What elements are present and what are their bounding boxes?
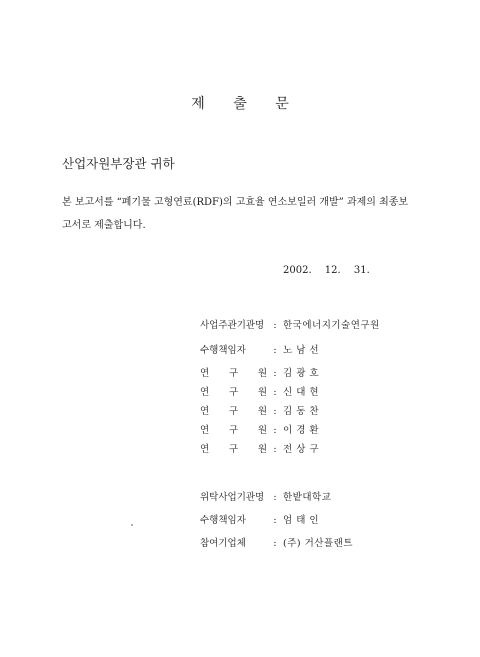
- lead-organization-roles: [200, 317, 380, 460]
- statement-line-1: 본 보고서를 “폐기물 고형연료(RDF)의 고효율 연소보일러 개발” 과제의 최종보: [62, 197, 409, 208]
- role-row: [200, 422, 380, 441]
- role-row: [200, 365, 380, 384]
- role-separator: :: [273, 320, 277, 331]
- scan-speck: [131, 524, 133, 526]
- role-separator: :: [273, 368, 277, 379]
- role-label: 연 구 원: [200, 425, 267, 436]
- role-value: 엄 태 인: [283, 515, 320, 526]
- role-separator: :: [273, 425, 277, 436]
- role-separator: :: [273, 492, 277, 503]
- statement-line-2: 고서로 제출합니다.: [62, 220, 146, 231]
- document-title: 제 출 문: [191, 96, 289, 112]
- role-label: 참여기업체: [200, 538, 246, 549]
- role-label: 수행책임자: [200, 345, 246, 356]
- role-value: 노 남 선: [283, 345, 320, 356]
- role-row: [200, 342, 380, 361]
- role-value: (주) 거산플랜트: [283, 538, 353, 549]
- role-separator: :: [273, 515, 277, 526]
- role-value: 김 광 호: [283, 368, 320, 379]
- role-row: [200, 441, 380, 460]
- role-label: 사업주관기관명: [200, 320, 265, 331]
- role-separator: :: [273, 444, 277, 455]
- recipient-line: 산업자원부장관 귀하: [62, 156, 175, 171]
- partner-organization-roles: [200, 489, 353, 558]
- role-row: [200, 512, 353, 531]
- role-separator: :: [273, 538, 277, 549]
- role-row: [200, 317, 380, 336]
- role-value: 신 대 현: [283, 387, 320, 398]
- role-value: 전 상 구: [283, 444, 320, 455]
- submission-statement: [62, 191, 434, 237]
- role-label: 수행책임자: [200, 515, 246, 526]
- role-separator: :: [273, 406, 277, 417]
- role-value: 이 경 환: [283, 425, 320, 436]
- role-label: 위탁사업기관명: [200, 492, 265, 503]
- submission-date: 2002. 12. 31.: [283, 265, 370, 276]
- role-row: [200, 403, 380, 422]
- role-separator: :: [273, 345, 277, 356]
- role-value: 한국에너지기술연구원: [283, 320, 380, 331]
- role-label: 연 구 원: [200, 387, 267, 398]
- role-value: 김 동 찬: [283, 406, 320, 417]
- role-label: 연 구 원: [200, 406, 267, 417]
- role-separator: :: [273, 387, 277, 398]
- role-row: [200, 489, 353, 508]
- role-row: [200, 535, 353, 554]
- role-label: 연 구 원: [200, 444, 267, 455]
- role-value: 한밭대학교: [283, 492, 332, 503]
- role-row: [200, 384, 380, 403]
- role-label: 연 구 원: [200, 368, 267, 379]
